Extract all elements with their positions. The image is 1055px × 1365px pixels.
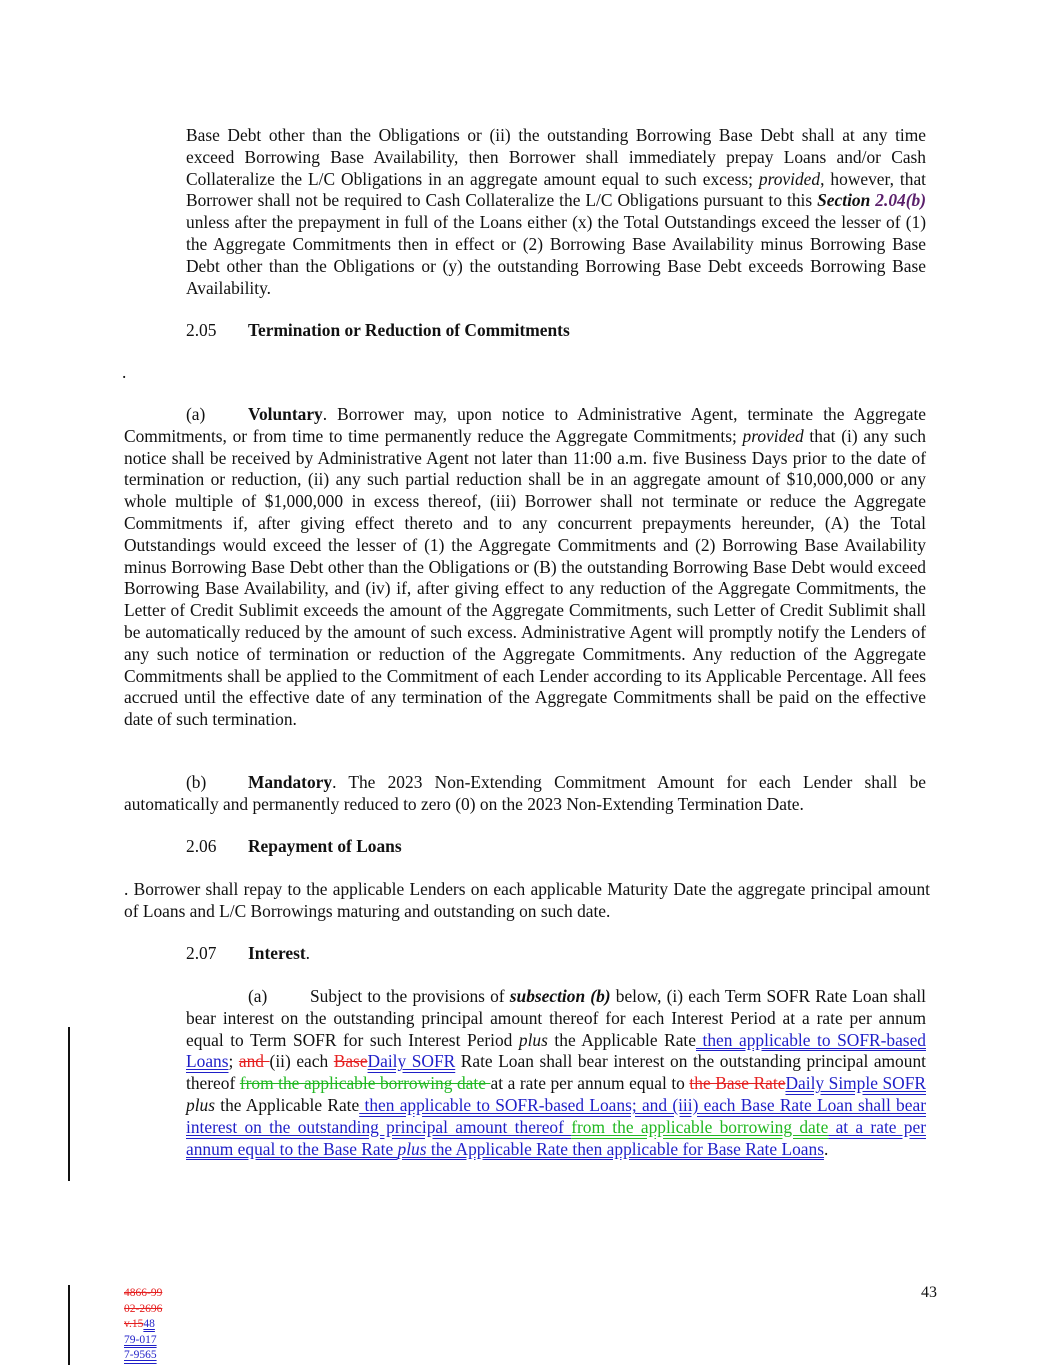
deletion: the Base Rate	[689, 1073, 786, 1094]
footer-change-bar	[68, 1285, 70, 1365]
plus-italic: plus	[186, 1094, 215, 1115]
deleted-doc-id-line: 02-2696	[124, 1302, 163, 1315]
page-number: 43	[921, 1284, 937, 1301]
text: , however, that Borrower shall not be required to Cash Collateralize the L/C Obligations pursuant to this	[186, 168, 927, 211]
section-title: Repayment of Loans	[248, 836, 402, 856]
period: .	[305, 943, 310, 963]
inserted-doc-id-line: 48	[143, 1318, 155, 1331]
text: . The 2023 Non-Extending Commitment Amount for each Lender shall be automatically and permanently reduced to zero (0) on the 2023 Non-Extending Termination Date.	[124, 772, 926, 814]
text: .	[823, 1138, 829, 1159]
subsection-reference: subsection (b)	[509, 986, 611, 1006]
stray-period	[122, 362, 126, 383]
deletion: Base	[333, 1051, 368, 1072]
section-2-07a-paragraph	[186, 986, 926, 1160]
deleted-doc-id-line: 4866-99	[124, 1287, 163, 1299]
clause-label: (a)	[248, 986, 268, 1006]
insertion: the Applicable Rate then applicable for Base Rate Loans	[426, 1138, 824, 1159]
insertion: Daily SOFR	[367, 1051, 456, 1072]
text: Base Debt other than the Obligations or (ii) the outstanding Borrowing Base Debt shall at any time exceed Borrowing Base Availability, then Borrower shall immediately prepay Loans and/or Cash Collateralize the L/C Obligations in an aggregate amount equal to such excess;	[186, 125, 926, 189]
section-number: 2.05	[186, 320, 217, 340]
text: Rate Loan shall bear interest on the outstanding principal amount thereof	[186, 1051, 926, 1094]
text: the Applicable Rate	[547, 1029, 696, 1050]
section-2-06-heading	[186, 836, 402, 857]
section-2-06-paragraph	[124, 879, 930, 923]
section-2-05-heading	[186, 320, 570, 341]
clause-title: Mandatory	[248, 772, 333, 792]
clause-title: Voluntary	[248, 404, 323, 424]
text: ;	[228, 1051, 239, 1072]
section-2-05b-paragraph	[124, 772, 926, 816]
section-number: 2.06	[186, 836, 217, 856]
text: . Borrower shall repay to the applicable Lenders on each applicable Maturity Date the aggregate principal amount of Loans and L/C Borrowings maturing and outstanding on such date.	[124, 879, 930, 921]
insertion-plus-italic: plus	[397, 1138, 427, 1159]
text: . Borrower may, upon notice to Administrative Agent, terminate the Aggregate Commitments, or from time to time permanently reduce the Aggregate Commitments;	[124, 404, 926, 446]
clause-label: (b)	[186, 772, 207, 792]
insertion: Daily Simple SOFR	[785, 1073, 926, 1094]
section-title: Interest	[248, 943, 306, 963]
insertion: then applicable to SOFR-based Loans; and (iii) each Base Rate Loan shall bear interest on the outstanding principal amount thereof	[186, 1094, 926, 1137]
footer-document-id	[124, 1286, 162, 1364]
provided-italic: provided	[758, 168, 821, 189]
section-word: Section	[817, 190, 871, 211]
section-number: 2.07	[186, 943, 217, 963]
insertion: at a rate per annum equal to the Base Rate	[186, 1116, 926, 1159]
moved-from-text: from the applicable borrowing date	[239, 1073, 491, 1094]
text: the Applicable Rate	[215, 1094, 360, 1115]
insertion: then applicable to SOFR-based Loans	[186, 1029, 926, 1072]
period: .	[122, 362, 127, 382]
provided-italic: provided	[742, 425, 804, 446]
section-2-04b-continuation	[186, 125, 926, 299]
section-title: Termination or Reduction of Commitments	[248, 320, 570, 340]
plus-italic: plus	[518, 1029, 548, 1050]
cross-reference-2-04b[interactable]: 2.04(b)	[875, 190, 926, 211]
text: unless after the prepayment in full of the Loans either (x) the Total Outstandings exceed the lesser of (1) the Aggregate Commitments then in effect or (2) Borrowing Base Availability minus Borrowing Base Debt other than the Obligations or (y) the outstanding Borrowing Base Debt exceeds Borrowing Base Availability.	[186, 212, 926, 298]
section-2-07-heading	[186, 943, 310, 964]
text: below, (i) each Term SOFR Rate Loan shall bear interest on the outstanding principal amount thereof for each Interest Period at a rate per annum equal to Term SOFR for such Interest Period	[186, 986, 927, 1050]
deleted-doc-id-line: v.15	[124, 1318, 144, 1331]
clause-label: (a)	[186, 404, 206, 424]
text: that (i) any such notice shall be received by Administrative Agent not later than 11:00 a.m. five Business Days prior to the date of termination or reduction, (ii) any such partial reduction shall be in an aggregate amount of $10,000,000 or any whole multiple of $1,000,000 in excess thereof, (iii) Borrower shall not terminate or reduce the Aggregate Commitments if, after giving effect thereto and to any concurrent prepayments hereunder, (A) the Total Outstandings would exceed the lesser of (1) the Aggregate Commitments and (2) Borrowing Base Availability minus Borrowing Base Debt other than the Obligations or (B) the outstanding Borrowing Base Debt would exceed Borrowing Base Availability, and (iv) if, after giving effect to any reduction of the Aggregate Commitments, the Letter of Credit Sublimit exceeds the amount of the Aggregate Commitments, such Letter of Credit Sublimit shall be automatically reduced by the amount of such excess. Administrative Agent will promptly notify the Lenders of any such notice of termination or reduction of the Aggregate Commitments. Any reduction of the Aggregate Commitments shall be applied to the Commitment of each Lender according to its Applicable Percentage. All fees accrued until the effective date of any termination of the Aggregate Commitments shall be paid on the effective date of such termination.	[124, 425, 926, 730]
text: Subject to the provisions of	[310, 986, 510, 1006]
text: at a rate per annum equal to	[490, 1073, 690, 1094]
section-2-05a-paragraph	[124, 404, 926, 731]
inserted-doc-id-line: 7-9565	[124, 1349, 157, 1362]
change-bar	[68, 1027, 70, 1181]
text: (ii) each	[269, 1051, 334, 1072]
inserted-doc-id-line: 79-017	[124, 1333, 157, 1346]
moved-to-text: from the applicable borrowing date	[571, 1116, 829, 1137]
deletion: and	[238, 1051, 270, 1072]
